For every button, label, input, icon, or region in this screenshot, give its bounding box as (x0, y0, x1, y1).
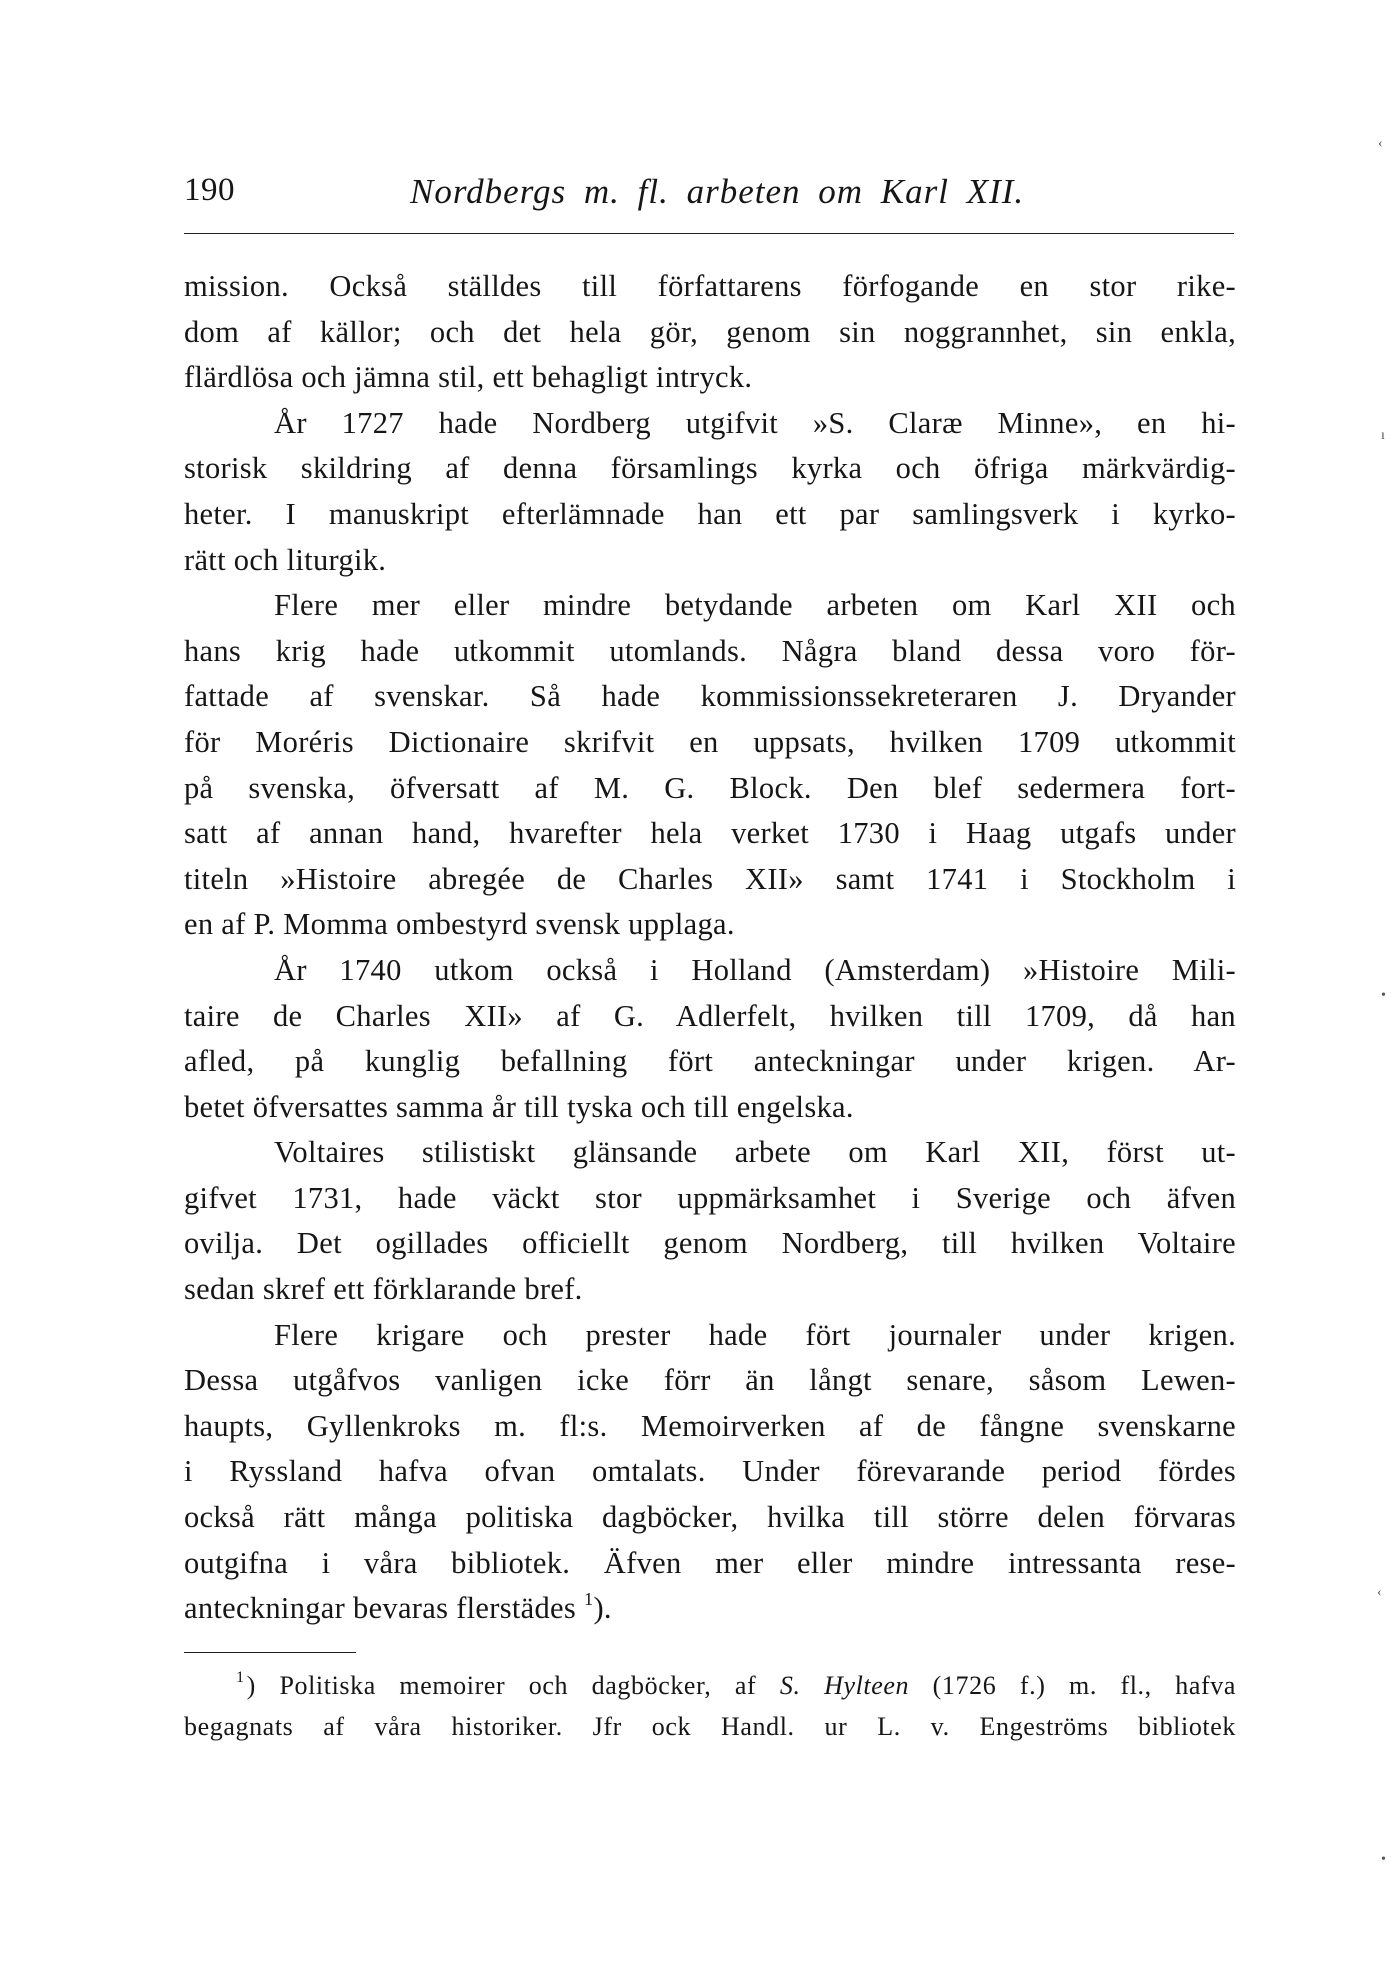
text-line: också rätt många politiska dagböcker, hvilka till större delen förvaras (184, 1500, 1236, 1535)
text-line: storisk skildring af denna församlings kyrka och öfriga märkvärdig- (184, 451, 1236, 486)
text-line: titeln »Histoire abregée de Charles XII» samt 1741 i Stockholm i (184, 861, 1236, 896)
text-line: ovilja. Det ogillades officiellt genom Nordberg, till hvilken Voltaire (184, 1226, 1236, 1261)
text-line: för Moréris Dictionaire skrifvit en uppsats, hvilken 1709 utkommit (184, 724, 1236, 759)
page-header (184, 172, 1234, 220)
footnote-text: (1726 f.) m. fl., hafva (932, 1671, 1236, 1700)
margin-speck: ‹ (1377, 1585, 1382, 1600)
page-number: 190 (184, 172, 235, 208)
text-fragment: anteckningar bevaras flerstädes (184, 1591, 577, 1626)
text-line: på svenska, öfversatt af M. G. Block. Den blef sedermera fort- (184, 770, 1236, 805)
footnote-reference[interactable]: 1 (584, 1589, 594, 1610)
paragraph-first-line: År 1727 hade Nordberg utgifvit »S. Claræ Minne», en hi- (274, 405, 1236, 440)
footnote-line (184, 1665, 1236, 1706)
footnote-mark-close: ) (246, 1671, 256, 1700)
running-title: Nordbergs m. fl. arbeten om Karl XII. (410, 172, 1025, 211)
header-rule (184, 233, 1234, 234)
footnote-mark: 1 (236, 1668, 245, 1686)
paragraph-first-line: Voltaires stilistiskt glänsande arbete om Karl XII, först ut- (274, 1135, 1236, 1170)
text-line: satt af annan hand, hvarefter hela verket 1730 i Haag utgafs under (184, 816, 1236, 851)
text-line: en af P. Momma ombestyrd svensk upplaga. (184, 907, 735, 942)
text-line: sedan skref ett förklarande bref. (184, 1272, 583, 1307)
text-line: taire de Charles XII» af G. Adlerfelt, hvilken till 1709, då han (184, 998, 1236, 1033)
paragraph-first-line: År 1740 utkom också i Holland (Amsterdam) »Histoire Mili- (274, 952, 1236, 987)
text-line: afled, på kunglig befallning fört anteckningar under krigen. Ar- (184, 1044, 1236, 1079)
text-line: heter. I manuskript efterlämnade han ett par samlingsverk i kyrko- (184, 496, 1236, 531)
text-line: mission. Också ställdes till författarens förfogande en stor rike- (184, 269, 1236, 303)
margin-speck: ‹ (1378, 136, 1383, 151)
footnote-line: begagnats af våra historiker. Jfr ock Handl. ur L. v. Engeströms bibliotek (184, 1712, 1236, 1741)
paragraph-first-line: Flere mer eller mindre betydande arbeten om Karl XII och (274, 588, 1236, 623)
text-line: dom af källor; och det hela gör, genom sin noggrannhet, sin enkla, (184, 314, 1236, 349)
text-line: outgifna i våra bibliotek. Äfven mer eller mindre intressanta rese- (184, 1545, 1236, 1580)
paragraph-first-line: Flere krigare och prester hade fört journaler under krigen. (274, 1317, 1236, 1352)
text-line-final (184, 1586, 1236, 1632)
body-text (184, 264, 1236, 1632)
text-line: i Ryssland hafva ofvan omtalats. Under förevarande period fördes (184, 1454, 1236, 1489)
footnote-text: Politiska memoirer och dagböcker, af (279, 1671, 757, 1700)
footnote-author: S. Hylteen (779, 1671, 910, 1700)
margin-speck: ı (1381, 428, 1385, 443)
margin-speck: • (1381, 988, 1386, 1003)
footnote-rule (184, 1652, 356, 1653)
text-line: gifvet 1731, hade väckt stor uppmärksamhet i Sverige och äfven (184, 1180, 1236, 1215)
footnote (184, 1665, 1236, 1747)
text-line: Dessa utgåfvos vanligen icke förr än långt senare, såsom Lewen- (184, 1363, 1236, 1398)
text-line: betet öfversattes samma år till tyska och till engelska. (184, 1089, 854, 1124)
text-line: haupts, Gyllenkroks m. fl:s. Memoirverken af de fångne svenskarne (184, 1408, 1236, 1443)
margin-speck: • (1381, 1852, 1386, 1867)
text-line: rätt och liturgik. (184, 542, 387, 577)
closing-punctuation: ). (593, 1591, 612, 1626)
text-line: fattade af svenskar. Så hade kommissionssekreteraren J. Dryander (184, 679, 1236, 714)
text-line: flärdlösa och jämna stil, ett behagligt intryck. (184, 360, 753, 395)
text-line: hans krig hade utkommit utomlands. Några bland dessa voro för- (184, 633, 1236, 668)
